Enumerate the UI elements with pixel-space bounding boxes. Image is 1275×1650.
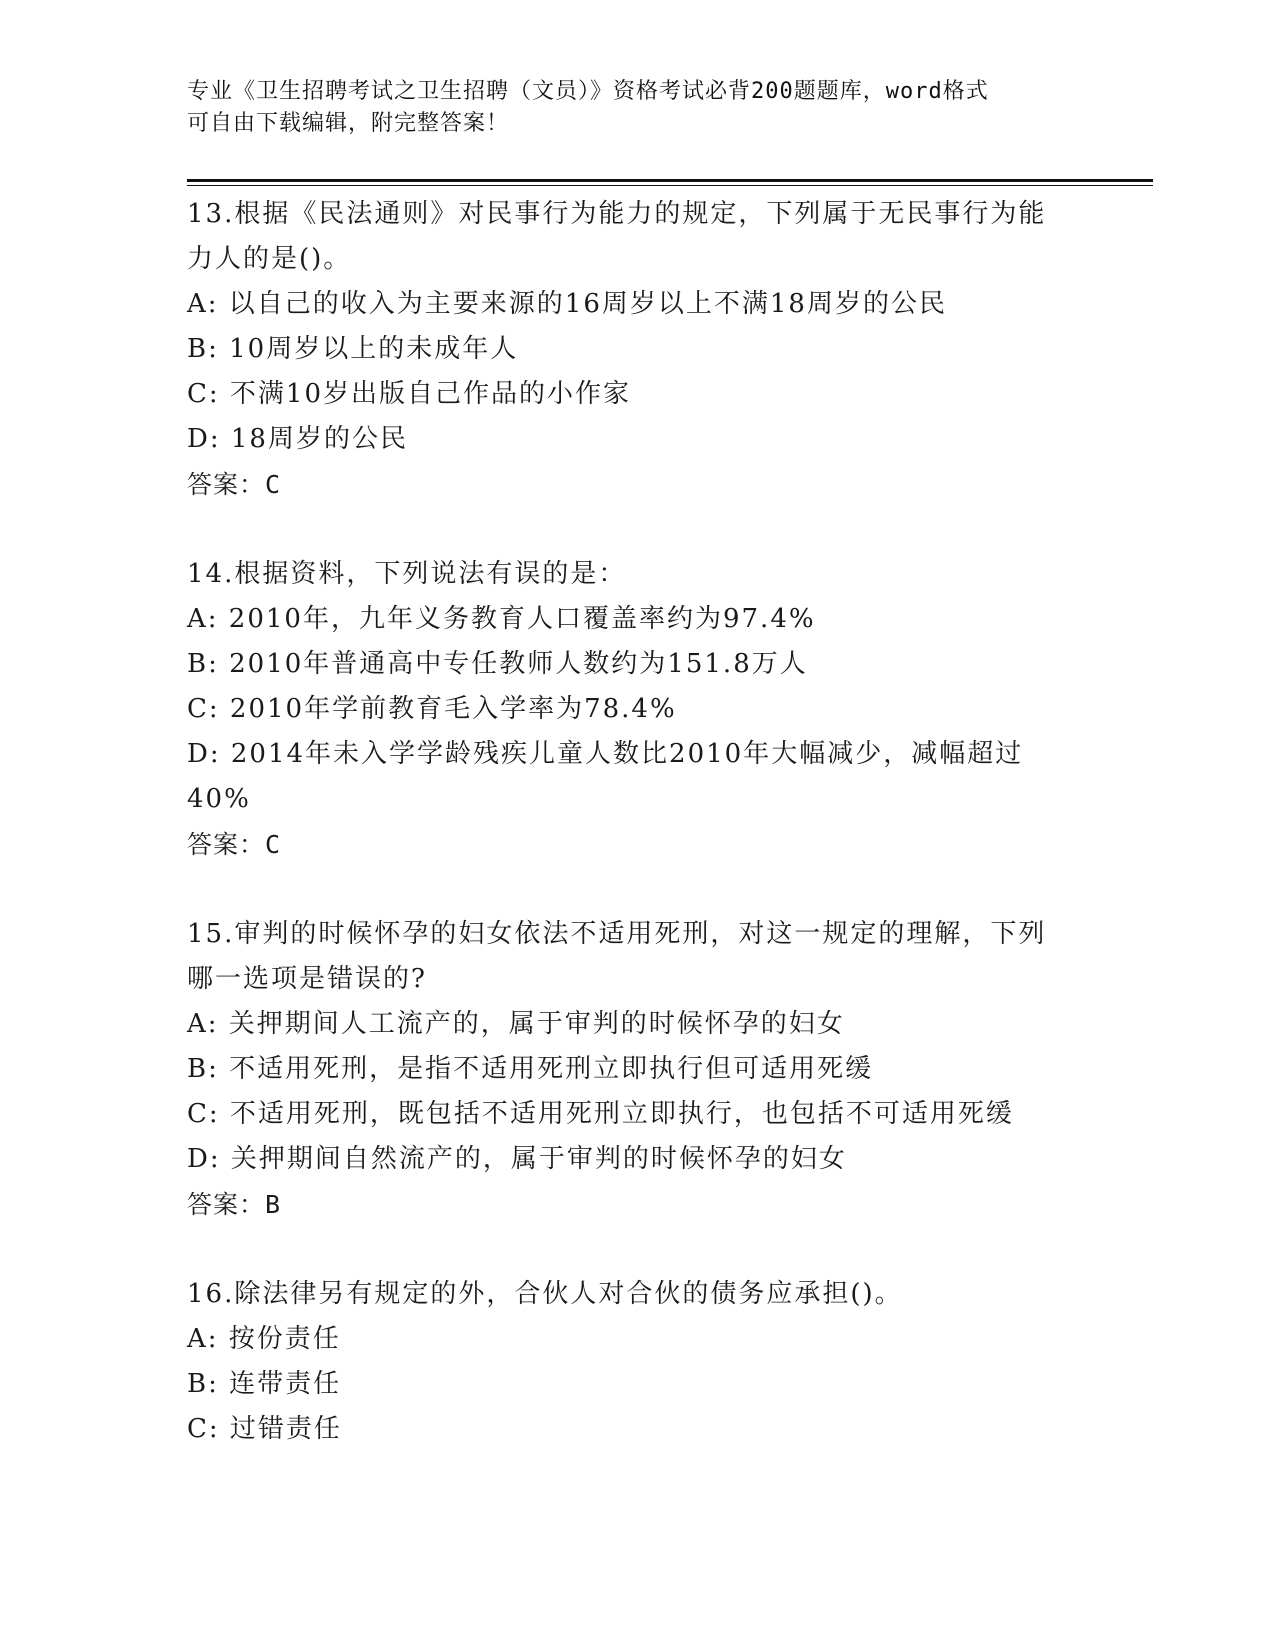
option-a: A: 关押期间人工流产的，属于审判的时候怀孕的妇女: [187, 1009, 845, 1039]
question-15: [187, 912, 1087, 1227]
option-b: B: 不适用死刑，是指不适用死刑立即执行但可适用死缓: [187, 1054, 874, 1084]
question-stem-cont: 力人的是()。: [187, 244, 352, 274]
answer-label: 答案：C: [187, 470, 282, 499]
option-b: B: 10周岁以上的未成年人: [187, 334, 519, 364]
option-b: B: 连带责任: [187, 1369, 342, 1399]
question-14: [187, 552, 1087, 867]
answer-label: 答案：B: [187, 1190, 282, 1219]
option-c: C: 2010年学前教育毛入学率为78.4%: [187, 694, 677, 724]
spacer: [187, 1227, 1087, 1272]
option-d-cont: 40%: [187, 784, 251, 814]
question-list: [187, 192, 1087, 1452]
question-stem: 16.除法律另有规定的外，合伙人对合伙的债务应承担()。: [187, 1279, 903, 1309]
header-rule-thin: [187, 185, 1153, 186]
option-c: C: 过错责任: [187, 1414, 342, 1444]
document-header: [187, 76, 1067, 140]
question-stem-cont: 哪一选项是错误的?: [187, 964, 427, 994]
question-16: [187, 1272, 1087, 1452]
spacer: [187, 507, 1087, 552]
option-c: C: 不满10岁出版自己作品的小作家: [187, 379, 632, 409]
option-a: A: 2010年，九年义务教育人口覆盖率约为97.4%: [187, 604, 816, 634]
header-rule-thick: [187, 179, 1153, 182]
option-b: B: 2010年普通高中专任教师人数约为151.8万人: [187, 649, 808, 679]
question-stem: 13.根据《民法通则》对民事行为能力的规定，下列属于无民事行为能: [187, 199, 1047, 229]
option-a: A: 以自己的收入为主要来源的16周岁以上不满18周岁的公民: [187, 289, 947, 319]
option-d: D: 关押期间自然流产的，属于审判的时候怀孕的妇女: [187, 1144, 847, 1174]
answer-label: 答案：C: [187, 830, 282, 859]
header-line-2: 可自由下载编辑，附完整答案！: [187, 111, 510, 136]
question-stem: 15.审判的时候怀孕的妇女依法不适用死刑，对这一规定的理解，下列: [187, 919, 1047, 949]
option-a: A: 按份责任: [187, 1324, 341, 1354]
spacer: [187, 867, 1087, 912]
header-line-1: 专业《卫生招聘考试之卫生招聘（文员）》资格考试必背200题题库，word格式: [187, 79, 989, 104]
question-13: [187, 192, 1087, 507]
question-stem: 14.根据资料，下列说法有误的是：: [187, 559, 627, 589]
option-c: C: 不适用死刑，既包括不适用死刑立即执行，也包括不可适用死缓: [187, 1099, 1014, 1129]
option-d: D: 2014年未入学学龄残疾儿童人数比2010年大幅减少，减幅超过: [187, 739, 1024, 769]
option-d: D: 18周岁的公民: [187, 424, 408, 454]
